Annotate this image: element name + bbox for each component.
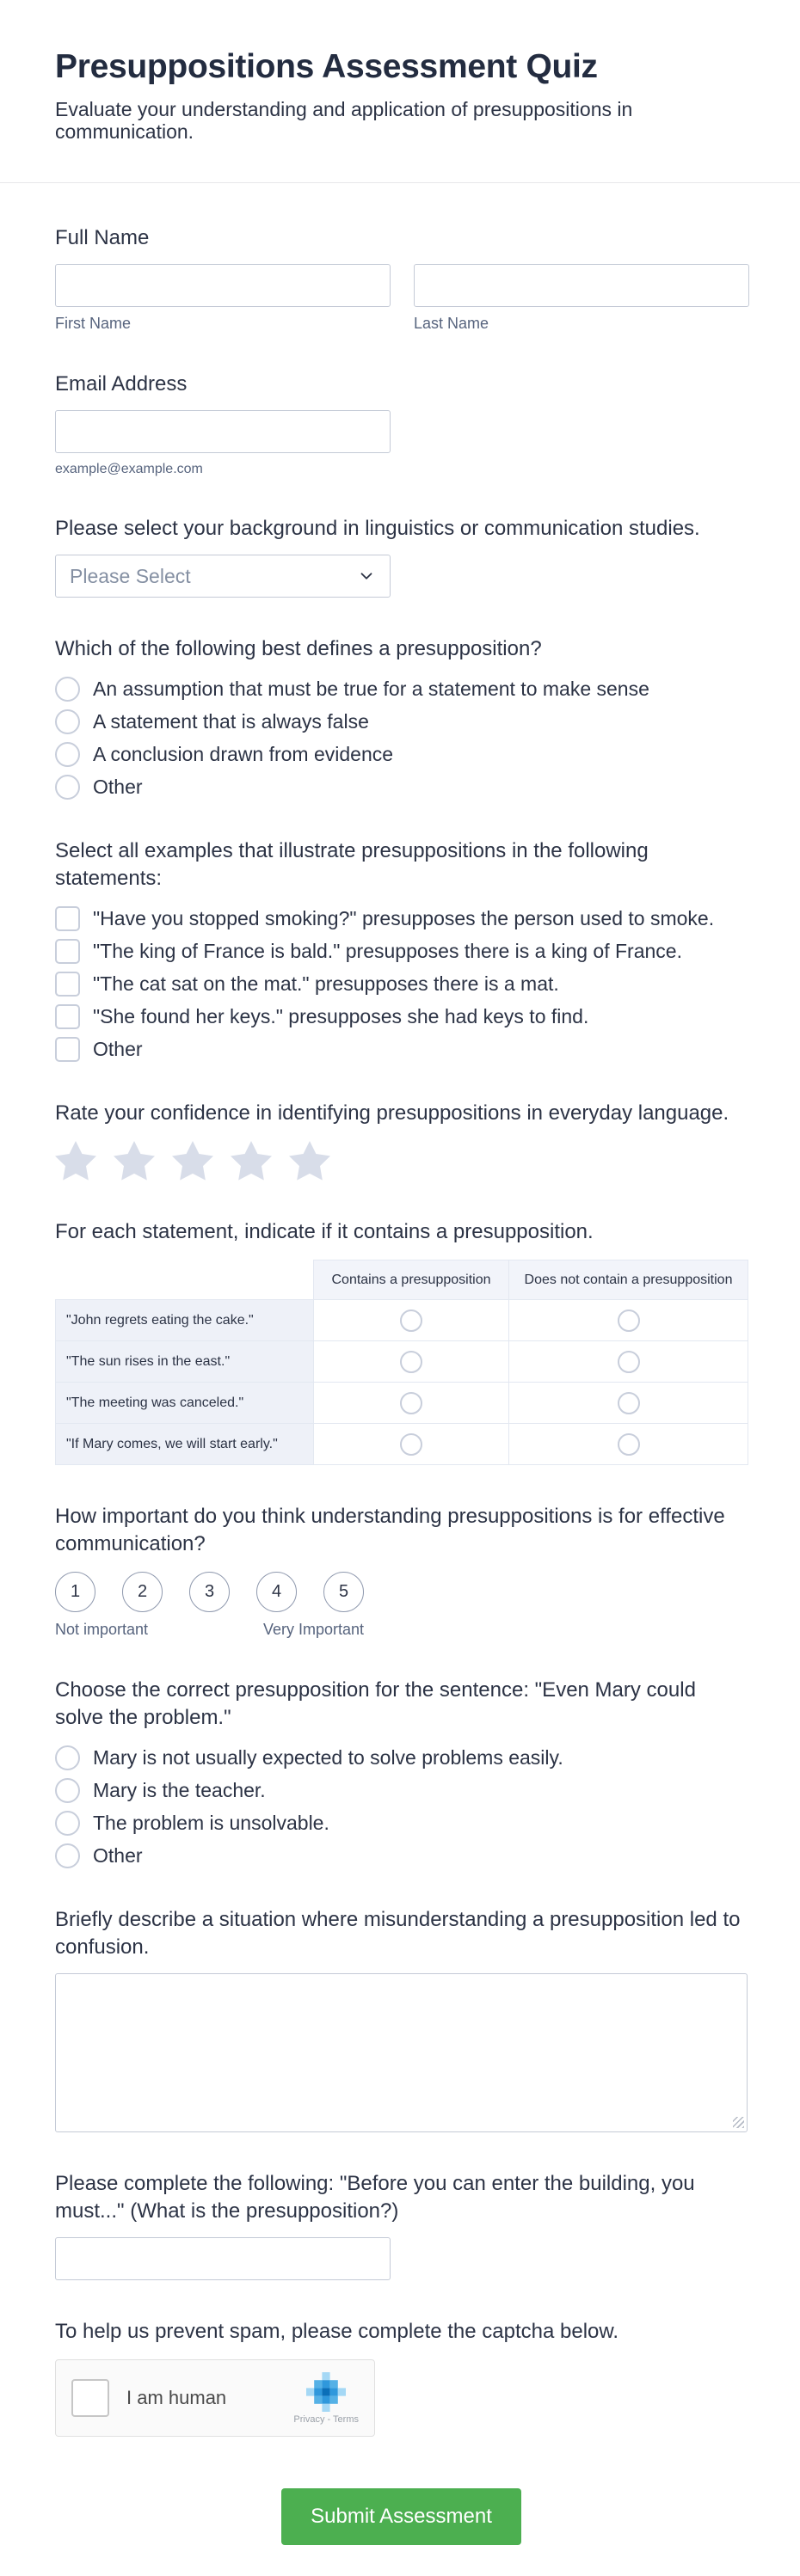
examples-options (55, 906, 748, 1062)
form-header (0, 0, 800, 183)
complete-question (55, 2170, 748, 2280)
importance-label: How important do you think understanding presuppositions is for effective communication? (55, 1505, 725, 1555)
matrix-question (55, 1218, 748, 1465)
radio-icon[interactable] (618, 1309, 640, 1332)
star-icon[interactable] (289, 1141, 330, 1181)
matrix-cell (314, 1424, 509, 1465)
radio-option[interactable] (55, 1843, 748, 1868)
radio-option-label: A conclusion drawn from evidence (93, 743, 394, 765)
email-sublabel: example@example.com (55, 462, 203, 476)
radio-option-label: An assumption that must be true for a statement to make sense (93, 678, 649, 700)
captcha-checkbox-label: I am human (126, 2387, 227, 2408)
checkbox-option-label: "She found her keys." presupposes she had keys to find. (93, 1005, 589, 1027)
scale-left-label: Not important (55, 1621, 149, 1638)
matrix-cell (509, 1424, 748, 1465)
select-placeholder: Please Select (70, 564, 191, 587)
checkbox-option-label: Other (93, 1038, 143, 1060)
matrix-cell (509, 1300, 748, 1341)
radio-icon[interactable] (55, 1811, 80, 1836)
confidence-label: Rate your confidence in identifying presuppositions in everyday language. (55, 1101, 729, 1125)
star-icon[interactable] (55, 1141, 96, 1181)
checkbox-option[interactable] (55, 939, 748, 964)
checkbox-option-label: "The cat sat on the mat." presupposes there is a mat. (93, 972, 559, 995)
choose-question (55, 1677, 748, 1868)
matrix-row-label: "The meeting was canceled." (56, 1383, 314, 1424)
email-input[interactable] (55, 410, 391, 453)
radio-icon[interactable] (400, 1433, 422, 1456)
captcha-label: To help us prevent spam, please complete the captcha below. (55, 2320, 619, 2343)
checkbox-icon[interactable] (55, 972, 80, 997)
radio-icon[interactable] (55, 1778, 80, 1803)
matrix-row (56, 1424, 748, 1465)
star-icon[interactable] (114, 1141, 155, 1181)
background-field (55, 515, 748, 598)
radio-icon[interactable] (55, 775, 80, 800)
checkbox-option-label: "The king of France is bald." presupposes there is a king of France. (93, 940, 682, 962)
captcha-brand (293, 2372, 359, 2425)
checkbox-option[interactable] (55, 1004, 748, 1029)
full-name-field (55, 224, 748, 333)
form-subtitle: Evaluate your understanding and application of presuppositions in communication. (55, 98, 633, 143)
define-question-label: Which of the following best defines a presupposition? (55, 637, 542, 660)
radio-icon[interactable] (55, 677, 80, 702)
textarea-wrap (55, 1973, 748, 2132)
radio-option-label: Other (93, 776, 143, 798)
star-icon[interactable] (231, 1141, 272, 1181)
choose-options (55, 1745, 748, 1868)
importance-scale (55, 1572, 748, 1612)
scale-option-3[interactable]: 3 (189, 1572, 230, 1612)
radio-option-label: Other (93, 1844, 143, 1867)
checkbox-option[interactable] (55, 1037, 748, 1062)
matrix-cell (314, 1300, 509, 1341)
radio-icon[interactable] (400, 1309, 422, 1332)
examples-question-label: Select all examples that illustrate presuppositions in the following statements: (55, 839, 649, 890)
checkbox-icon[interactable] (55, 906, 80, 931)
radio-option[interactable] (55, 1745, 748, 1770)
name-row (55, 264, 748, 333)
form-body (0, 183, 800, 2576)
checkbox-icon[interactable] (55, 939, 80, 964)
radio-option[interactable] (55, 742, 748, 767)
checkbox-option[interactable] (55, 972, 748, 997)
radio-icon[interactable] (55, 1745, 80, 1770)
radio-option-label: Mary is the teacher. (93, 1779, 266, 1801)
last-name-input[interactable] (414, 264, 749, 307)
radio-option[interactable] (55, 1778, 748, 1803)
complete-input[interactable] (55, 2237, 391, 2280)
radio-icon[interactable] (55, 709, 80, 734)
radio-option[interactable] (55, 677, 748, 702)
matrix-question-label: For each statement, indicate if it contains a presupposition. (55, 1220, 594, 1243)
matrix-cell (509, 1383, 748, 1424)
full-name-label: Full Name (55, 226, 150, 249)
radio-option-label: Mary is not usually expected to solve problems easily. (93, 1746, 563, 1769)
describe-question (55, 1906, 748, 2132)
captcha-section (55, 2318, 748, 2437)
matrix-row (56, 1300, 748, 1341)
scale-option-4[interactable]: 4 (256, 1572, 297, 1612)
matrix-cell (314, 1383, 509, 1424)
matrix-col-header: Does not contain a presupposition (509, 1260, 748, 1300)
radio-option-label: A statement that is always false (93, 710, 369, 733)
matrix-table (55, 1260, 748, 1465)
matrix-corner (56, 1260, 314, 1300)
submit-row (55, 2488, 748, 2545)
matrix-cell (509, 1341, 748, 1383)
importance-scale-question (55, 1503, 748, 1639)
matrix-row-label: "John regrets eating the cake." (56, 1300, 314, 1341)
radio-icon[interactable] (618, 1392, 640, 1414)
chevron-down-icon (357, 567, 376, 586)
checkbox-option[interactable] (55, 906, 748, 931)
hcaptcha-widget (55, 2359, 375, 2437)
captcha-checkbox[interactable] (71, 2379, 109, 2417)
scale-option-2[interactable]: 2 (122, 1572, 163, 1612)
choose-question-label: Choose the correct presupposition for the sentence: "Even Mary could solve the problem." (55, 1678, 696, 1729)
hcaptcha-logo-icon (306, 2372, 346, 2412)
form-title: Presuppositions Assessment Quiz (55, 48, 598, 85)
complete-question-label: Please complete the following: "Before you can enter the building, you must..." (What is the presupposition?) (55, 2172, 695, 2223)
radio-icon[interactable] (400, 1351, 422, 1373)
first-name-input[interactable] (55, 264, 391, 307)
submit-button[interactable]: Submit Assessment (281, 2488, 521, 2545)
describe-question-label: Briefly describe a situation where misunderstanding a presupposition led to confusion. (55, 1908, 741, 1959)
scale-option-1[interactable]: 1 (55, 1572, 95, 1612)
checkbox-option-label: "Have you stopped smoking?" presupposes the person used to smoke. (93, 907, 715, 929)
radio-option-label: The problem is unsolvable. (93, 1812, 329, 1834)
matrix-row (56, 1341, 748, 1383)
checkbox-icon[interactable] (55, 1004, 80, 1029)
last-name-sublabel: Last Name (414, 315, 489, 332)
scale-end-labels (55, 1621, 364, 1639)
checkbox-icon[interactable] (55, 1037, 80, 1062)
matrix-cell (314, 1341, 509, 1383)
background-label: Please select your background in linguistics or communication studies. (55, 517, 700, 540)
first-name-sublabel: First Name (55, 315, 132, 332)
examples-question (55, 837, 748, 1062)
background-select[interactable] (55, 555, 391, 598)
email-label: Email Address (55, 372, 188, 396)
scale-option-5[interactable]: 5 (323, 1572, 364, 1612)
radio-option[interactable] (55, 709, 748, 734)
captcha-privacy-terms[interactable]: Privacy - Terms (293, 2413, 359, 2425)
first-name-group (55, 264, 391, 333)
radio-icon[interactable] (55, 742, 80, 767)
matrix-row (56, 1383, 748, 1424)
define-options (55, 677, 748, 800)
radio-icon[interactable] (618, 1433, 640, 1456)
radio-icon[interactable] (55, 1843, 80, 1868)
confidence-rating (55, 1100, 748, 1181)
define-question (55, 635, 748, 800)
scale-right-label: Very Important (262, 1621, 364, 1638)
matrix-row-label: "If Mary comes, we will start early." (56, 1424, 314, 1465)
radio-option[interactable] (55, 775, 748, 800)
email-field (55, 371, 748, 477)
star-icon[interactable] (172, 1141, 213, 1181)
radio-option[interactable] (55, 1811, 748, 1836)
radio-icon[interactable] (618, 1351, 640, 1373)
radio-icon[interactable] (400, 1392, 422, 1414)
last-name-group (414, 264, 749, 333)
star-rating (55, 1141, 748, 1181)
describe-textarea[interactable] (55, 1973, 748, 2132)
matrix-header-row (56, 1260, 748, 1300)
matrix-row-label: "The sun rises in the east." (56, 1341, 314, 1383)
matrix-col-header: Contains a presupposition (314, 1260, 509, 1300)
